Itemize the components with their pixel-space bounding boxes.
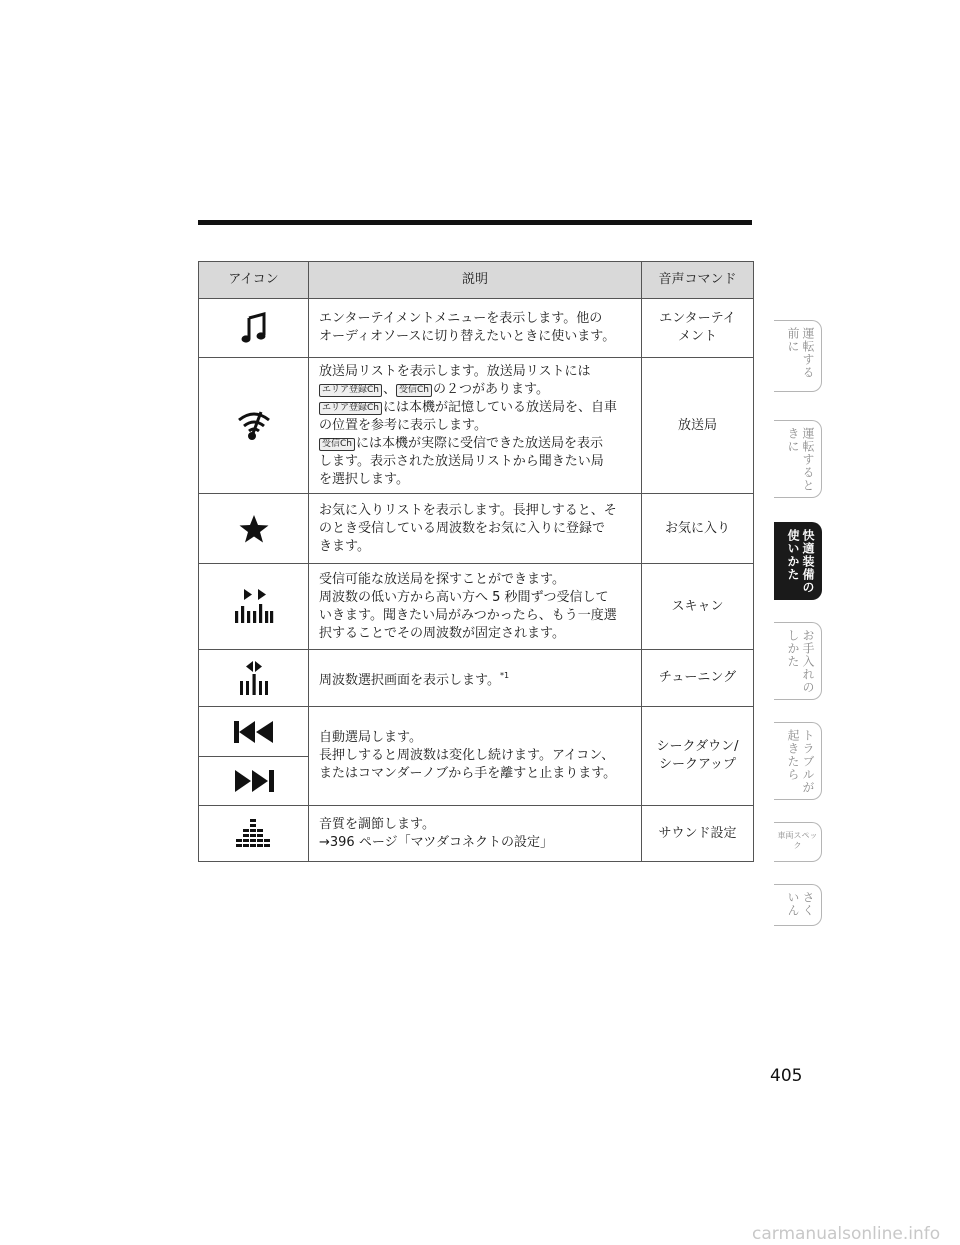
description-line: 周波数の低い方から高い方へ 5 秒間ずつ受信して: [319, 589, 609, 605]
description-cell: [309, 299, 642, 358]
icon-cell: [199, 564, 309, 650]
description-line: します。表示された放送局リストから聞きたい局: [319, 453, 604, 469]
description-line: いきます。聞きたい局がみつかったら、もう一度選: [319, 607, 617, 623]
music-note-icon: [241, 312, 267, 344]
received-channel-tag: 受信Ch: [396, 384, 432, 397]
description-text: の２つがあります。: [433, 381, 549, 397]
voice-command-cell: [642, 564, 754, 650]
side-tab-label: 快適装備の使いかた: [786, 529, 815, 594]
voice-command: メント: [677, 329, 717, 344]
description-line: 受信可能な放送局を探すことができます。: [319, 571, 565, 587]
table-row-entertainment: [199, 299, 754, 358]
voice-command: スキャン: [671, 598, 724, 614]
seek-up-icon: [233, 769, 275, 793]
description-line: [319, 381, 633, 399]
seek-down-icon: [233, 720, 275, 744]
icon-table: [198, 261, 754, 862]
header-icon: アイコン: [199, 262, 309, 299]
table-row-favorites: [199, 494, 754, 564]
header-voice-command: 音声コマンド: [642, 262, 754, 299]
description-line: エンターテイメントメニューを表示します。他の: [319, 311, 603, 326]
description-line: 自動選局します。: [319, 730, 422, 745]
description-cell: [309, 707, 642, 806]
icon-cell: [199, 650, 309, 707]
description-cell: [309, 564, 642, 650]
separator: 、: [383, 381, 397, 397]
voice-command: サウンド設定: [658, 825, 737, 841]
area-channel-tag: エリア登録Ch: [319, 384, 382, 397]
table-row-tuning: [199, 650, 754, 707]
tuning-icon: [236, 661, 272, 695]
watermark: carmanualsonline.info: [752, 1224, 941, 1244]
icon-cell: [199, 299, 309, 358]
icon-cell: [199, 806, 309, 862]
voice-command: チューニング: [658, 670, 737, 685]
table-row-scan: [199, 564, 754, 650]
description-line: 音質を調節します。: [319, 816, 435, 832]
description-cell: [309, 358, 642, 494]
equalizer-icon: [234, 817, 274, 851]
side-tab-label: 運転するときに: [786, 427, 815, 492]
side-tab-before-driving[interactable]: [774, 320, 822, 392]
broadcast-station-icon: [237, 409, 271, 443]
table-row-station-list: [199, 358, 754, 494]
description-line: を選択します。: [319, 471, 409, 487]
description-cell: [309, 494, 642, 564]
received-channel-tag: 受信Ch: [319, 438, 355, 451]
description-text: には本機が実際に受信できた放送局を表示: [356, 435, 604, 451]
voice-command: エンターテイ: [659, 311, 736, 326]
description-text: には本機が記憶している放送局を、自車: [383, 399, 618, 415]
side-tab-vehicle-specs[interactable]: [774, 822, 822, 862]
voice-command: 放送局: [677, 417, 717, 433]
voice-command-cell: [642, 494, 754, 564]
icon-cell: [199, 358, 309, 494]
header-description: 説明: [309, 262, 642, 299]
side-tab-label: トラブルが起きたら: [786, 729, 815, 794]
voice-command: シークダウン/: [656, 739, 739, 754]
table-row-sound: [199, 806, 754, 862]
footnote-marker: *1: [499, 670, 510, 680]
description-cell: [309, 806, 642, 862]
voice-command: お気に入り: [664, 520, 730, 536]
description-line: 放送局リストを表示します。放送局リストには: [319, 363, 591, 379]
side-tab-comfort-equipment[interactable]: [774, 522, 822, 600]
description-line: オーディオソースに切り替えたいときに使います。: [319, 329, 616, 344]
side-tab-label: お手入れのしかた: [786, 629, 815, 694]
description-cell: [309, 650, 642, 707]
description-line: 周波数選択画面を表示します。: [319, 672, 500, 688]
description-line: の位置を参考に表示します。: [319, 417, 487, 433]
description-line: 択することでその周波数が固定されます。: [319, 625, 565, 641]
page-number: 405: [770, 1066, 803, 1086]
icon-cell: [199, 757, 309, 806]
description-line: きます。: [319, 538, 370, 554]
voice-command-cell: [642, 299, 754, 358]
voice-command-cell: [642, 650, 754, 707]
voice-command: シークアップ: [658, 757, 737, 772]
side-tab-troubleshooting[interactable]: [774, 722, 822, 800]
area-channel-tag: エリア登録Ch: [319, 402, 382, 415]
icon-cell: [199, 494, 309, 564]
description-line: [319, 435, 633, 453]
side-tab-label: さくいん: [786, 891, 815, 917]
side-tab-label: 車両スペック: [777, 831, 818, 850]
scan-icon: [234, 589, 274, 625]
description-line: 長押しすると周波数は変化し続けます。アイコン、: [319, 748, 615, 763]
voice-command-cell: [642, 806, 754, 862]
table-header-row: [199, 262, 754, 299]
table-row-seek-down: [199, 707, 754, 757]
icon-cell: [199, 707, 309, 757]
description-line: のとき受信している周波数をお気に入りに登録で: [319, 520, 606, 536]
side-tab-while-driving[interactable]: [774, 420, 822, 498]
side-tab-maintenance[interactable]: [774, 622, 822, 700]
description-line: [319, 399, 633, 417]
star-icon: [239, 514, 269, 544]
description-line: またはコマンダーノブから手を離すと止まります。: [319, 766, 617, 781]
voice-command-cell: [642, 358, 754, 494]
voice-command-cell: [642, 707, 754, 806]
top-rule: [198, 220, 752, 225]
description-line: お気に入りリストを表示します。長押しすると、そ: [319, 502, 617, 518]
side-tab-index[interactable]: [774, 884, 822, 926]
side-tab-label: 運転する前に: [786, 327, 815, 379]
page-reference: →396 ページ「マツダコネクトの設定」: [319, 834, 554, 850]
